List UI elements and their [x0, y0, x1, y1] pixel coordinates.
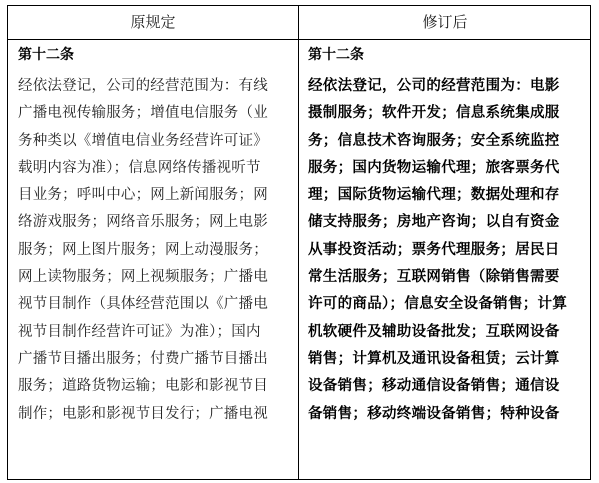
revised-line: 设备销售；移动通信设备销售；通信设: [308, 378, 560, 395]
original-line: 经依法登记，公司的经营范围为：有线: [18, 78, 268, 94]
original-line: 广播节目播出服务；付费广播节目播出: [18, 350, 268, 367]
header-original: 原规定: [130, 13, 176, 31]
comparison-table: [7, 5, 591, 480]
revised-article-title: 第十二条: [308, 47, 364, 63]
original-line: 目业务；呼叫中心；网上新闻服务；网: [18, 187, 268, 204]
original-line: 务种类以《增值电信业务经营许可证》: [18, 132, 268, 149]
original-line: 制作；电影和影视节目发行；广播电视: [18, 405, 268, 422]
original-article-title: 第十二条: [18, 47, 74, 63]
original-line: 网上读物服务；网上视频服务；广播电: [18, 269, 268, 286]
revised-line: 销售；计算机及通讯设备租赁；云计算: [308, 350, 560, 367]
original-line: 服务；网上图片服务；网上动漫服务；: [18, 241, 268, 258]
revised-line: 从事投资活动；票务代理服务；居民日: [308, 241, 560, 258]
revised-line: 储支持服务；房地产咨询；以自有资金: [308, 214, 560, 231]
original-line: 广播电视传输服务；增值电信服务（业: [18, 105, 268, 122]
original-column: [18, 45, 296, 428]
revised-line: 务；信息技术咨询服务；安全系统监控: [308, 132, 560, 149]
revised-line: 备销售；移动终端设备销售；特种设备: [308, 405, 560, 422]
original-line: 载明内容为准）；信息网络传播视听节: [18, 159, 261, 176]
revised-column: [308, 45, 588, 428]
revised-line: 摄制服务；软件开发；信息系统集成服: [308, 105, 560, 122]
revised-line: 许可的商品）；信息安全设备销售；计算: [308, 296, 568, 313]
revised-line: 理；国际货物运输代理；数据处理和存: [308, 187, 560, 204]
revised-line: 机软硬件及辅助设备批发；互联网设备: [308, 323, 560, 340]
header-divider: [8, 39, 590, 40]
original-line: 络游戏服务；网络音乐服务；网上电影: [18, 214, 268, 231]
header-revised: 修订后: [422, 13, 468, 31]
column-divider: [298, 6, 299, 479]
original-line: 服务；道路货物运输；电影和影视节目: [18, 378, 268, 395]
original-line: 视节目制作（具体经营范围以《广播电: [18, 296, 268, 313]
revised-line: 经依法登记，公司的经营范围为：电影: [308, 78, 560, 94]
revised-line: 常生活服务；互联网销售（除销售需要: [308, 269, 560, 286]
original-line: 视节目制作经营许可证》为准）；国内: [18, 323, 261, 340]
revised-line: 服务；国内货物运输代理；旅客票务代: [308, 159, 560, 176]
